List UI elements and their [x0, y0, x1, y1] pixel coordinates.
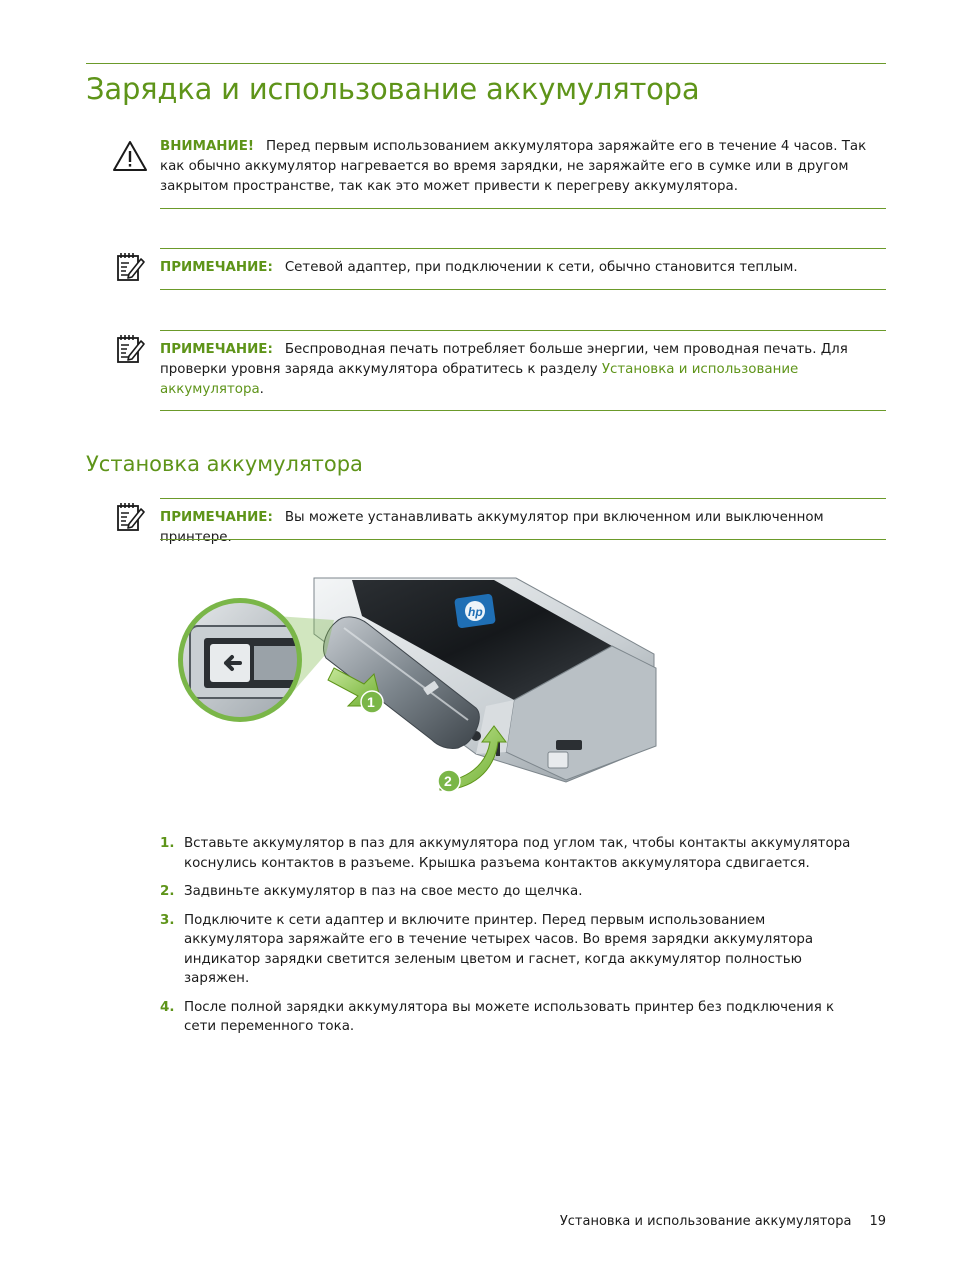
step-number: 1.: [160, 836, 175, 851]
figure-callout-2: 2: [444, 773, 452, 789]
step-text: Вставьте аккумулятор в паз для аккумулятора под углом так, чтобы контакты аккумулятора коснулись контактов в разъеме. Крышка разъема контактов аккумулятора сдвигается.: [184, 836, 851, 871]
note3-bottom-rule: [160, 539, 886, 540]
note3-callout: [160, 508, 888, 548]
top-rule: [86, 63, 886, 64]
battery-section-link[interactable]: Установка и использование аккумулятора: [160, 362, 799, 397]
note1-top-rule: [160, 248, 886, 249]
install-steps: [160, 834, 860, 1046]
caution-callout: [160, 137, 888, 197]
note3-text: Вы можете устанавливать аккумулятор при включенном или выключенном принтере.: [160, 510, 824, 545]
step-number: 2.: [160, 884, 175, 899]
note3-top-rule: [160, 498, 886, 499]
list-item: [160, 834, 860, 873]
note2-label: ПРИМЕЧАНИЕ:: [160, 342, 273, 357]
section-title: Установка аккумулятора: [86, 452, 363, 476]
list-item: [160, 882, 860, 902]
list-item: [160, 998, 860, 1037]
note-pad-icon: [116, 251, 146, 283]
note-pad-icon: [116, 333, 146, 365]
step-number: 4.: [160, 999, 175, 1015]
page-number: 19: [869, 1214, 886, 1229]
list-item: [160, 911, 860, 989]
page-title: Зарядка и использование аккумулятора: [86, 72, 700, 106]
note3-label: ПРИМЕЧАНИЕ:: [160, 510, 273, 525]
page-footer: [540, 1214, 886, 1229]
footer-section: Установка и использование аккумулятора: [559, 1214, 852, 1229]
step-text: Подключите к сети адаптер и включите принтер. Перед первым использованием аккумулятора заряжайте его в течение четырех часов. Во время зарядки аккумулятора индикатор зарядки светится зеленым цветом и гаснет, когда аккумулятор полностью заряжен.: [184, 912, 814, 986]
note2-bottom-rule: [160, 410, 886, 411]
svg-text:hp: hp: [468, 605, 483, 619]
caution-label: ВНИМАНИЕ!: [160, 139, 254, 154]
step-text: Задвиньте аккумулятор в паз на свое место до щелчка.: [184, 884, 583, 899]
step-text: После полной зарядки аккумулятора вы можете использовать принтер без подключения к сети переменного тока.: [184, 999, 835, 1034]
note1-text: Сетевой адаптер, при подключении к сети, обычно становится теплым.: [284, 260, 798, 275]
note2-text: Беспроводная печать потребляет больше энергии, чем проводная печать. Для проверки уровня заряда аккумулятора обратитесь к разделу: [160, 342, 848, 377]
caution-bottom-rule: [160, 208, 886, 209]
figure-callout-1: 1: [367, 694, 375, 710]
caution-text: Перед первым использованием аккумулятора заряжайте его в течение 4 часов. Так как обычно аккумулятор нагревается во время зарядки, не заряжайте его в сумке или в другом закрытом пространстве, так как это может привести к перегреву аккумулятора.: [160, 139, 867, 194]
warning-triangle-icon: [112, 140, 148, 172]
battery-install-figure: [176, 576, 662, 800]
note1-callout: [160, 258, 888, 278]
step-number: 3.: [160, 912, 175, 928]
note2-callout: [160, 340, 888, 400]
note2-top-rule: [160, 330, 886, 331]
note-pad-icon: [116, 501, 146, 533]
note2-suffix: .: [259, 382, 264, 397]
note1-bottom-rule: [160, 289, 886, 290]
note1-label: ПРИМЕЧАНИЕ:: [160, 260, 273, 275]
